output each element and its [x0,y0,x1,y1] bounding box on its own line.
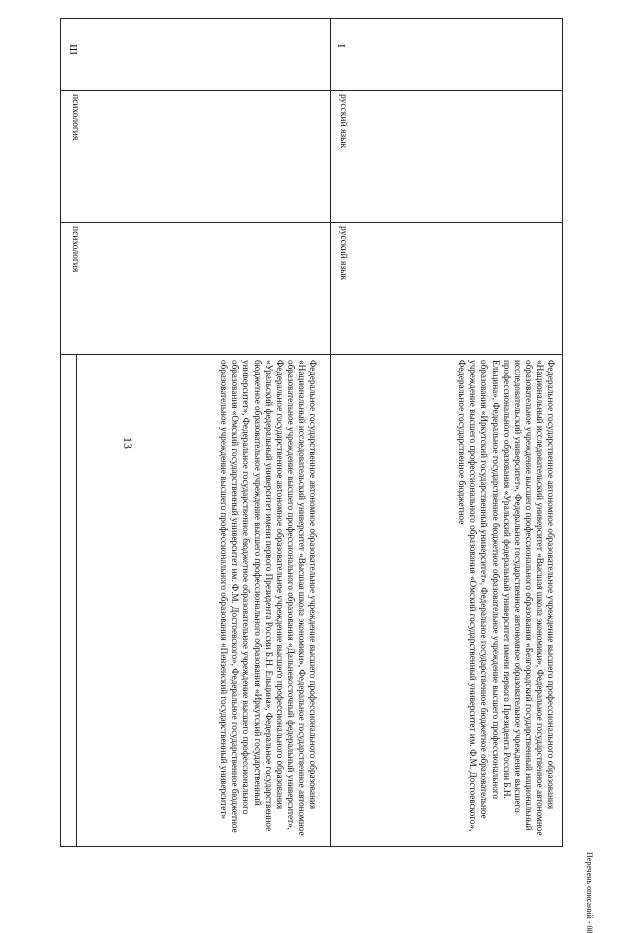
row1-subject-b-text: психология [70,94,80,141]
row1-organizations [218,360,318,840]
row2-level-text: I [335,44,347,48]
row2-subject-b-text: русский язык [338,94,348,149]
row1-subject-a [69,226,80,352]
row2-subject-b [337,94,348,220]
row1-level [67,44,78,84]
row2-subject-a [337,226,348,352]
page-number: 13 [121,437,135,449]
footer-note: Перечень описаний - 08 [585,852,594,933]
row1-organizations-text: Федеральное государственное автономное образовательное учреждение высшего профессионального образования «Национальный исследовательский университет «Высшая школа экономики», Федеральное государственное автономное образовательное учреждение высшего профессионального образования «Дальневосточный федеральный университет», Федеральное государственное автономное образовательное учреждение высшего профессионального образования «Уральский федеральный университет имени первого Президента России Б.Н. Ельцина», Федеральное государственное бюджетное образовательное учреждение высшего профессионального образования «Иркутский государственный университет», Федеральное государственное бюджетное образовательное учреждение высшего профессионального образования «Омский государственный университет им. Ф.М. Достоевского», Федеральное государственное бюджетное образовательное учреждение высшего профессионального образования «Пензенский государственный университет» [219,360,318,836]
row1-subject-b [69,94,80,220]
row2-subject-a-text: русский язык [338,226,348,281]
row1-level-text: III [67,44,79,55]
row2-organizations [456,360,556,840]
row2-level [335,44,346,84]
row1-subject-a-text: психология [70,226,80,273]
row2-organizations-text: Федеральное государственное автономное образовательное учреждение высшего профессионального образования «Национальный исследовательский университет «Высшая школа экономики», Федеральное государственное автономное образовательное учреждение высшего профессионального образования «Белгородский государственный национальный исследовательский университет», Федеральное государственное автономное образовательное учреждение высшего профессионального образования «Уральский федеральный университет имени первого Президента России Б.Н. Ельцина», Федеральное государственное бюджетное образовательное учреждение высшего профессионального образования «Иркутский государственный университет», Федеральное государственное бюджетное образовательное учреждение высшего профессионального образования «Омский государственный университет им. Ф.М. Достоевского», Федеральное государственное бюджетное [457,360,556,836]
